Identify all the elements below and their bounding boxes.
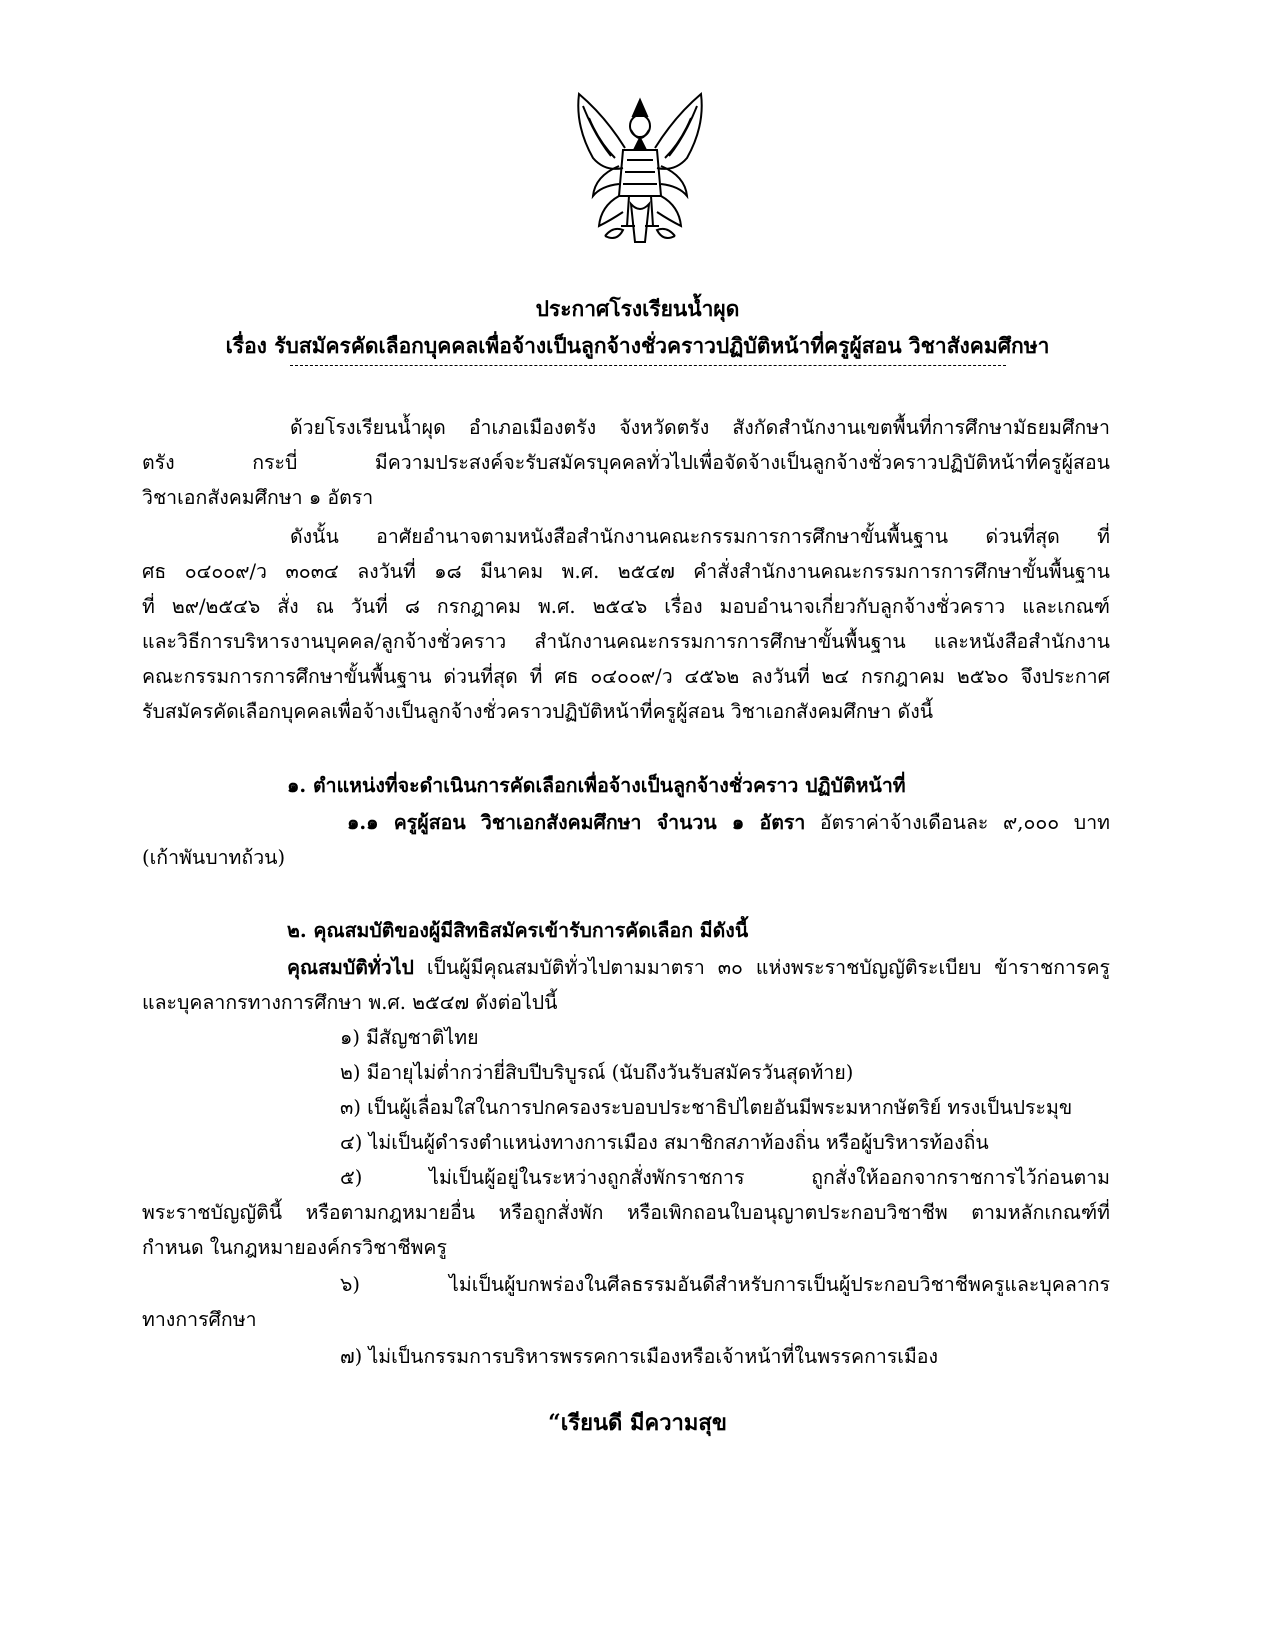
general-qualifications-line-1 <box>287 953 1110 983</box>
general-qualifications-line-2: และบุคลากรทางการศึกษา พ.ศ. ๒๕๔๗ ดังต่อไปนี้ <box>142 991 558 1014</box>
intro-paragraph-2-line-6: รับสมัครคัดเลือกบุคคลเพื่อจ้างเป็นลูกจ้างชั่วคราวปฏิบัติหน้าที่ครูผู้สอน วิชาเอกสังคมศึกษา ดังนี้ <box>142 700 934 723</box>
intro-paragraph-2-line-4: และวิธีการบริหารงานบุคคล/ลูกจ้างชั่วคราว สำนักงานคณะกรรมการการศึกษาขั้นพื้นฐาน และหนังสือสำนักงาน <box>142 630 1110 653</box>
qualification-item-3: ๓) เป็นผู้เลื่อมใสในการปกครองระบอบประชาธิปไตยอันมีพระมหากษัตริย์ ทรงเป็นประมุข <box>340 1096 1073 1119</box>
qualification-item-1: ๑) มีสัญชาติไทย <box>340 1026 479 1049</box>
section-1-item-position: ๑.๑ ครูผู้สอน วิชาเอกสังคมศึกษา จำนวน ๑ อัตรา <box>347 811 806 834</box>
qualification-item-4: ๔) ไม่เป็นผู้ดำรงตำแหน่งทางการเมือง สมาชิกสภาท้องถิ่น หรือผู้บริหารท้องถิ่น <box>340 1131 989 1154</box>
intro-paragraph-1-line-3: วิชาเอกสังคมศึกษา ๑ อัตรา <box>142 486 374 509</box>
announcement-title: ประกาศโรงเรียนน้ำผุด <box>535 296 740 321</box>
qualification-item-7: ๗) ไม่เป็นกรรมการบริหารพรรคการเมืองหรือเจ้าหน้าที่ในพรรคการเมือง <box>340 1345 939 1368</box>
dashed-divider <box>290 365 1006 366</box>
intro-paragraph-2-line-5: คณะกรรมการการศึกษาขั้นพื้นฐาน ด่วนที่สุด ที่ ศธ ๐๔๐๐๙/ว ๔๕๖๒ ลงวันที่ ๒๔ กรกฎาคม ๒๕๖๐ จึงประกาศ <box>142 665 1110 688</box>
qualification-item-5-line-3: กำหนด ในกฎหมายองค์กรวิชาชีพครู <box>142 1236 447 1259</box>
intro-paragraph-2-line-1: ดังนั้น อาศัยอำนาจตามหนังสือสำนักงานคณะกรรมการการศึกษาขั้นพื้นฐาน ด่วนที่สุด ที่ <box>290 525 1110 548</box>
section-1-item-line-2: (เก้าพันบาทถ้วน) <box>142 846 286 869</box>
garuda-emblem-icon <box>565 86 715 256</box>
qualification-item-6-line-1: ๖) ไม่เป็นผู้บกพร่องในศีลธรรมอันดีสำหรับการเป็นผู้ประกอบวิชาชีพครูและบุคลากร <box>340 1273 1110 1296</box>
qualification-item-6-line-2: ทางการศึกษา <box>142 1308 257 1331</box>
qualification-item-5-line-2: พระราชบัญญัตินี้ หรือตามกฎหมายอื่น หรือถูกสั่งพัก หรือเพิกถอนใบอนุญาตประกอบวิชาชีพ ตามหลักเกณฑ์ที่ <box>142 1201 1110 1224</box>
school-motto: “เรียนดี มีความสุข <box>548 1410 727 1436</box>
announcement-subject: เรื่อง รับสมัครคัดเลือกบุคคลเพื่อจ้างเป็นลูกจ้างชั่วคราวปฏิบัติหน้าที่ครูผู้สอน วิชาสังคมศึกษา <box>225 333 1050 358</box>
general-qualifications-label: คุณสมบัติทั่วไป <box>287 956 414 979</box>
section-1-item-line-1 <box>347 808 1110 838</box>
qualification-item-2: ๒) มีอายุไม่ต่ำกว่ายี่สิบปีบริบูรณ์ (นับถึงวันรับสมัครวันสุดท้าย) <box>340 1061 854 1084</box>
section-1-item-salary: อัตราค่าจ้างเดือนละ ๙,๐๐๐ บาท <box>805 811 1110 834</box>
intro-paragraph-2-line-2: ศธ ๐๔๐๐๙/ว ๓๐๓๔ ลงวันที่ ๑๘ มีนาคม พ.ศ. ๒๕๔๗ คำสั่งสำนักงานคณะกรรมการการศึกษาขั้นพื้นฐาน <box>142 560 1110 583</box>
intro-paragraph-2-line-3: ที่ ๒๙/๒๕๔๖ สั่ง ณ วันที่ ๘ กรกฎาคม พ.ศ. ๒๕๔๖ เรื่อง มอบอำนาจเกี่ยวกับลูกจ้างชั่วคราว และเกณฑ์ <box>142 595 1110 618</box>
intro-paragraph-1-line-1: ด้วยโรงเรียนน้ำผุด อำเภอเมืองตรัง จังหวัดตรัง สังกัดสำนักงานเขตพื้นที่การศึกษามัธยมศึกษา <box>290 416 1110 439</box>
section-1-heading: ๑. ตำแหน่งที่จะดำเนินการคัดเลือกเพื่อจ้างเป็นลูกจ้างชั่วคราว ปฏิบัติหน้าที่ <box>287 774 906 797</box>
intro-paragraph-1-line-2: ตรัง กระบี่ มีความประสงค์จะรับสมัครบุคคลทั่วไปเพื่อจัดจ้างเป็นลูกจ้างชั่วคราวปฏิบัติหน้าที่ครูผู้สอน <box>142 451 1110 474</box>
section-2-heading: ๒. คุณสมบัติของผู้มีสิทธิสมัครเข้ารับการคัดเลือก มีดังนี้ <box>287 919 749 942</box>
general-qualifications-text: เป็นผู้มีคุณสมบัติทั่วไปตามมาตรา ๓๐ แห่งพระราชบัญญัติระเบียบ ข้าราชการครู <box>413 956 1110 979</box>
qualification-item-5-line-1: ๕) ไม่เป็นผู้อยู่ในระหว่างถูกสั่งพักราชการ ถูกสั่งให้ออกจากราชการไว้ก่อนตาม <box>340 1166 1110 1189</box>
